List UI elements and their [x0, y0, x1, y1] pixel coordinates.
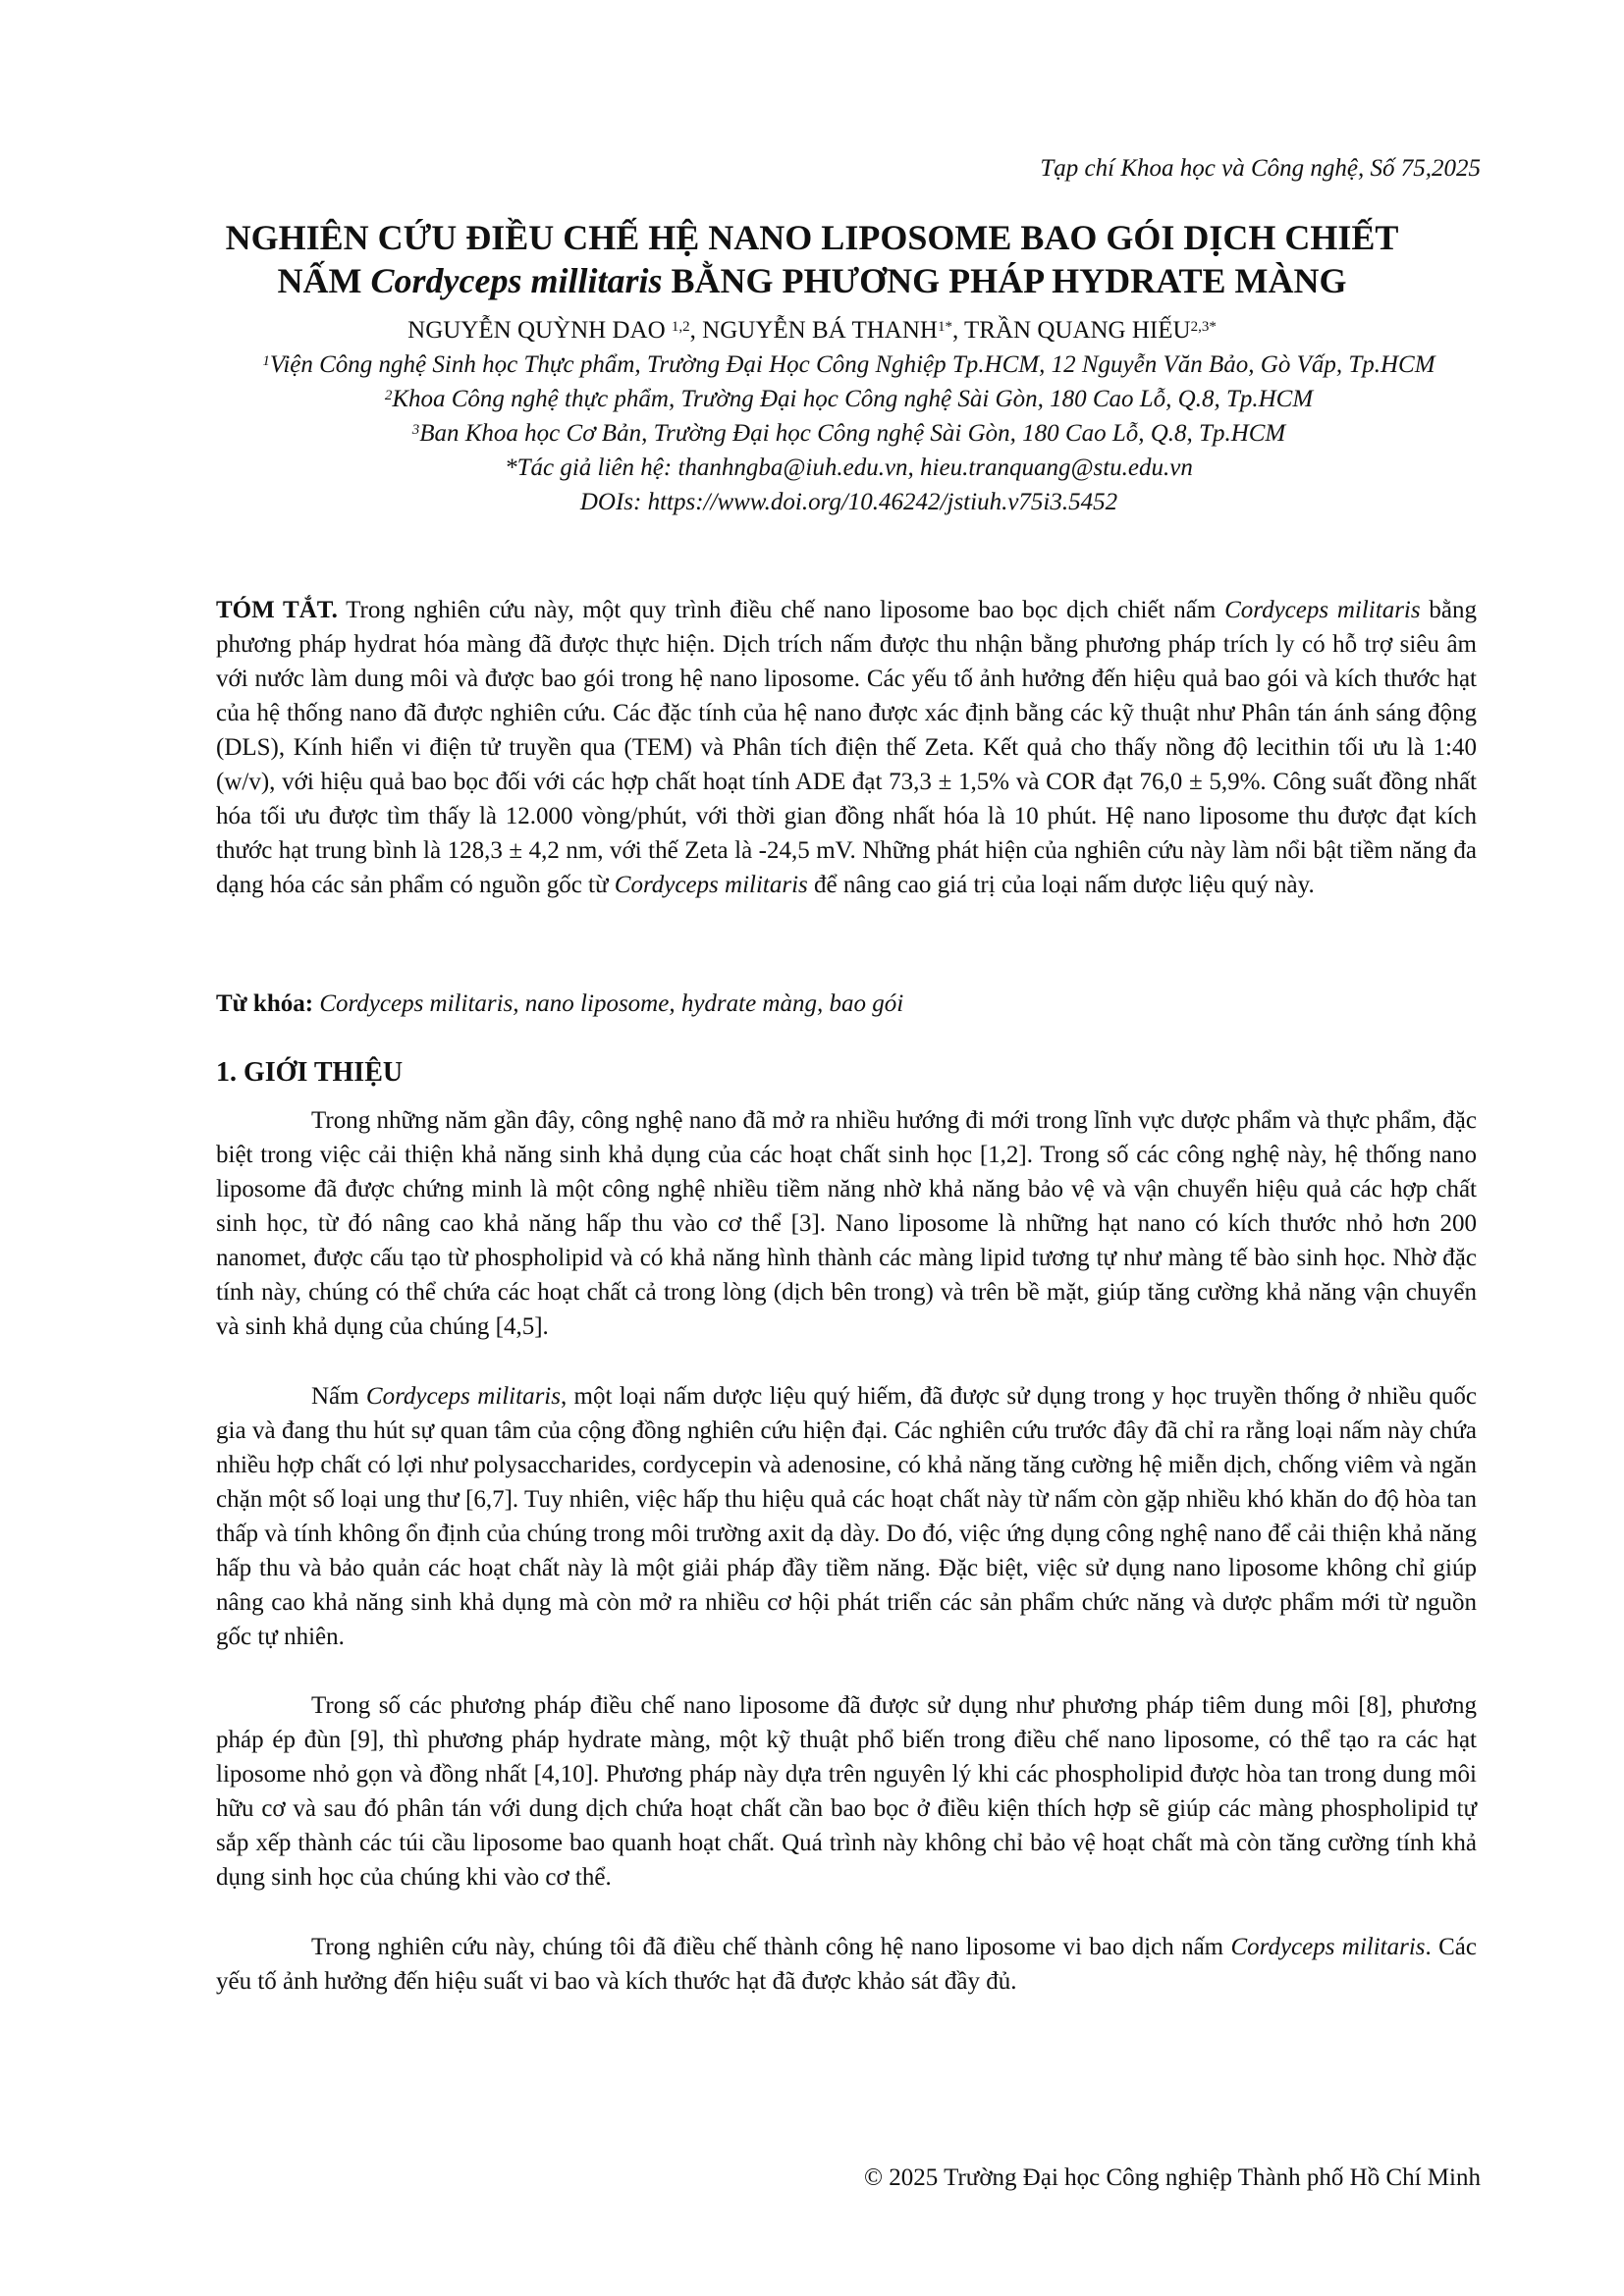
affiliation-3-text: Ban Khoa học Cơ Bản, Trường Đại học Công nghệ Sài Gòn, 180 Cao Lỗ, Q.8, Tp.HCM: [419, 420, 1286, 447]
abstract-species-2: Cordyceps militaris: [614, 872, 808, 898]
affiliations: [221, 347, 1477, 519]
intro-paragraph-1: Trong những năm gần đây, công nghệ nano đã mở ra nhiều hướng đi mới trong lĩnh vực dược phẩm và thực phẩm, đặc biệt trong việc cải thiện khả năng sinh khả dụng của các hoạt chất sinh học [1,2]. Trong số các công nghệ này, hệ thống nano liposome đã được chứng minh là một công nghệ nhiều tiềm năng nhờ khả năng bảo vệ và vận chuyển hiệu quả các hợp chất sinh học, từ đó nâng cao khả năng hấp thu vào cơ thể [3]. Nano liposome là những hạt nano có kích thước nhỏ hơn 200 nanomet, được cấu tạo từ phospholipid và có khả năng hình thành các màng lipid tương tự như màng tế bào sinh học. Nhờ đặc tính này, chúng có thể chứa các hoạt chất cả trong lòng (dịch bên trong) và trên bề mặt, giúp tăng cường khả năng vận chuyển và sinh khả dụng của chúng [4,5].: [216, 1107, 1477, 1340]
intro-p2-pre: Nấm: [311, 1383, 366, 1410]
journal-header: Tạp chí Khoa học và Công nghệ, Số 75,2025: [1040, 155, 1481, 182]
doi-line: DOIs: https://www.doi.org/10.46242/jstiuh.v75i3.5452: [579, 489, 1118, 515]
copyright-footer: © 2025 Trường Đại học Công nghiệp Thành phố Hồ Chí Minh: [864, 2164, 1481, 2191]
abstract-text-2: bằng phương pháp hydrat hóa màng đã được thực hiện. Dịch trích nấm được thu nhận bằng phương pháp trích ly có hỗ trợ siêu âm với nước làm dung môi và được bao gói trong hệ nano liposome. Các yếu tố ảnh hưởng đến hiệu quả bao gói và kích thước hạt của hệ thống nano đã được nghiên cứu. Các đặc tính của hệ nano được xác định bằng các kỹ thuật như Phân tán ánh sáng động (DLS), Kính hiển vi điện tử truyền qua (TEM) và Phân tích điện thế Zeta. Kết quả cho thấy nồng độ lecithin tối ưu là 1:40 (w/v), với hiệu quả bao bọc đối với các hợp chất hoạt tính ADE đạt 73,3 ± 1,5% và COR đạt 76,0 ± 5,9%. Công suất đồng nhất hóa tối ưu được tìm thấy là 12.000 vòng/phút, với thời gian đồng nhất hóa là 10 phút. Hệ nano liposome thu được đạt kích thước hạt trung bình là 128,3 ± 4,2 nm, với thế Zeta là -24,5 mV. Những phát hiện của nghiên cứu này làm nổi bật tiềm năng đa dạng hóa các sản phẩm có nguồn gốc từ: [216, 597, 1477, 898]
corresponding-contact: *Tác giả liên hệ: thanhngba@iuh.edu.vn, hieu.tranquang@stu.edu.vn: [505, 454, 1193, 481]
author-3: TRẦN QUANG HIẾU: [964, 317, 1191, 344]
title-line-2-post: BẰNG PHƯƠNG PHÁP HYDRATE MÀNG: [662, 261, 1347, 300]
author-sep: ,: [951, 317, 965, 344]
intro-p4-pre: Trong nghiên cứu này, chúng tôi đã điều chế thành công hệ nano liposome vi bao dịch nấm: [311, 1934, 1231, 1960]
intro-paragraph-4: [216, 1930, 1477, 1999]
author-2-affil: 1*: [937, 319, 952, 335]
affiliation-3: [221, 416, 1477, 451]
intro-paragraph-3: Trong số các phương pháp điều chế nano liposome đã được sử dụng như phương pháp tiêm dung môi [8], phương pháp ép đùn [9], thì phương pháp hydrate màng, một kỹ thuật phổ biến trong điều chế nano liposome, có thể tạo ra các hạt liposome nhỏ gọn và đồng nhất [4,10]. Phương pháp này dựa trên nguyên lý khi các phospholipid được hòa tan trong dung môi hữu cơ và sau đó phân tán với dung dịch chứa hoạt chất cần bao bọc ở điều kiện thích hợp sẽ giúp các màng phospholipid tự sắp xếp thành các túi cầu liposome bao quanh hoạt chất. Quá trình này không chỉ bảo vệ hoạt chất mà còn tăng cường tính khả dụng sinh học của chúng khi vào cơ thể.: [216, 1692, 1477, 1891]
keywords-values: Cordyceps militaris, nano liposome, hydrate màng, bao gói: [319, 990, 904, 1017]
intro-p4-post: . Các yếu tố ảnh hưởng đến hiệu suất vi bao và kích thước hạt đã được khảo sát đầy đủ.: [216, 1934, 1477, 1995]
keywords: [216, 987, 1477, 1021]
author-list: [196, 314, 1428, 347]
abstract-species-1: Cordyceps militaris: [1224, 597, 1421, 623]
title-line-2-pre: NẤM: [277, 261, 371, 300]
intro-p2-species: Cordyceps militaris: [365, 1383, 561, 1410]
title-line-2: [196, 259, 1428, 302]
section-heading-introduction: 1. GIỚI THIỆU: [216, 1057, 404, 1088]
abstract: [216, 593, 1477, 902]
keywords-label: Từ khóa:: [216, 990, 314, 1017]
affiliation-2: [221, 382, 1477, 416]
title-line-1: NGHIÊN CỨU ĐIỀU CHẾ HỆ NANO LIPOSOME BAO GÓI DỊCH CHIẾT: [225, 218, 1399, 257]
abstract-label: TÓM TẮT.: [216, 597, 338, 623]
affiliation-2-mark: 2: [384, 388, 393, 403]
author-2: NGUYỄN BÁ THANH: [702, 317, 938, 344]
affiliation-1-text: Viện Công nghệ Sinh học Thực phẩm, Trường Đại Học Công Nghiệp Tp.HCM, 12 Nguyễn Văn Bảo, Gò Vấp, Tp.HCM: [269, 351, 1435, 378]
paper-title: [196, 216, 1428, 302]
affiliation-1-mark: 1: [262, 353, 270, 369]
intro-p2-post: , một loại nấm dược liệu quý hiếm, đã được sử dụng trong y học truyền thống ở nhiều quốc gia và đang thu hút sự quan tâm của cộng đồng nghiên cứu hiện đại. Các nghiên cứu trước đây đã chỉ ra rằng loại nấm này chứa nhiều hợp chất có lợi như polysaccharides, cordycepin và adenosine, có khả năng tăng cường hệ miễn dịch, chống viêm và ngăn chặn một số loại ung thư [6,7]. Tuy nhiên, việc hấp thu hiệu quả các hoạt chất này từ nấm còn gặp nhiều khó khăn do độ hòa tan thấp và tính không ổn định của chúng trong môi trường axit dạ dày. Do đó, việc ứng dụng công nghệ nano để cải thiện khả năng hấp thu và bảo quản các hoạt chất này là một giải pháp đầy tiềm năng. Đặc biệt, việc sử dụng nano liposome không chỉ giúp nâng cao khả năng sinh khả dụng mà còn mở ra nhiều cơ hội phát triển các sản phẩm chức năng và dược phẩm mới từ nguồn gốc tự nhiên.: [216, 1383, 1477, 1650]
author-sep: ,: [689, 317, 703, 344]
affiliation-2-text: Khoa Công nghệ thực phẩm, Trường Đại học Công nghệ Sài Gòn, 180 Cao Lỗ, Q.8, Tp.HCM: [392, 386, 1314, 412]
author-1-affil: 1,2: [671, 319, 690, 335]
affiliation-3-mark: 3: [411, 422, 420, 438]
author-3-affil: 2,3*: [1190, 319, 1217, 335]
author-1: NGUYỄN QUỲNH DAO: [407, 317, 672, 344]
affiliation-1: [221, 347, 1477, 382]
abstract-text-3: để nâng cao giá trị của loại nấm dược liệu quý này.: [807, 872, 1315, 898]
abstract-text-1: Trong nghiên cứu này, một quy trình điều chế nano liposome bao bọc dịch chiết nấm: [337, 597, 1225, 623]
intro-paragraph-2: [216, 1379, 1477, 1654]
title-species: Cordyceps millitaris: [370, 261, 663, 300]
intro-p4-species: Cordyceps militaris: [1230, 1934, 1426, 1960]
